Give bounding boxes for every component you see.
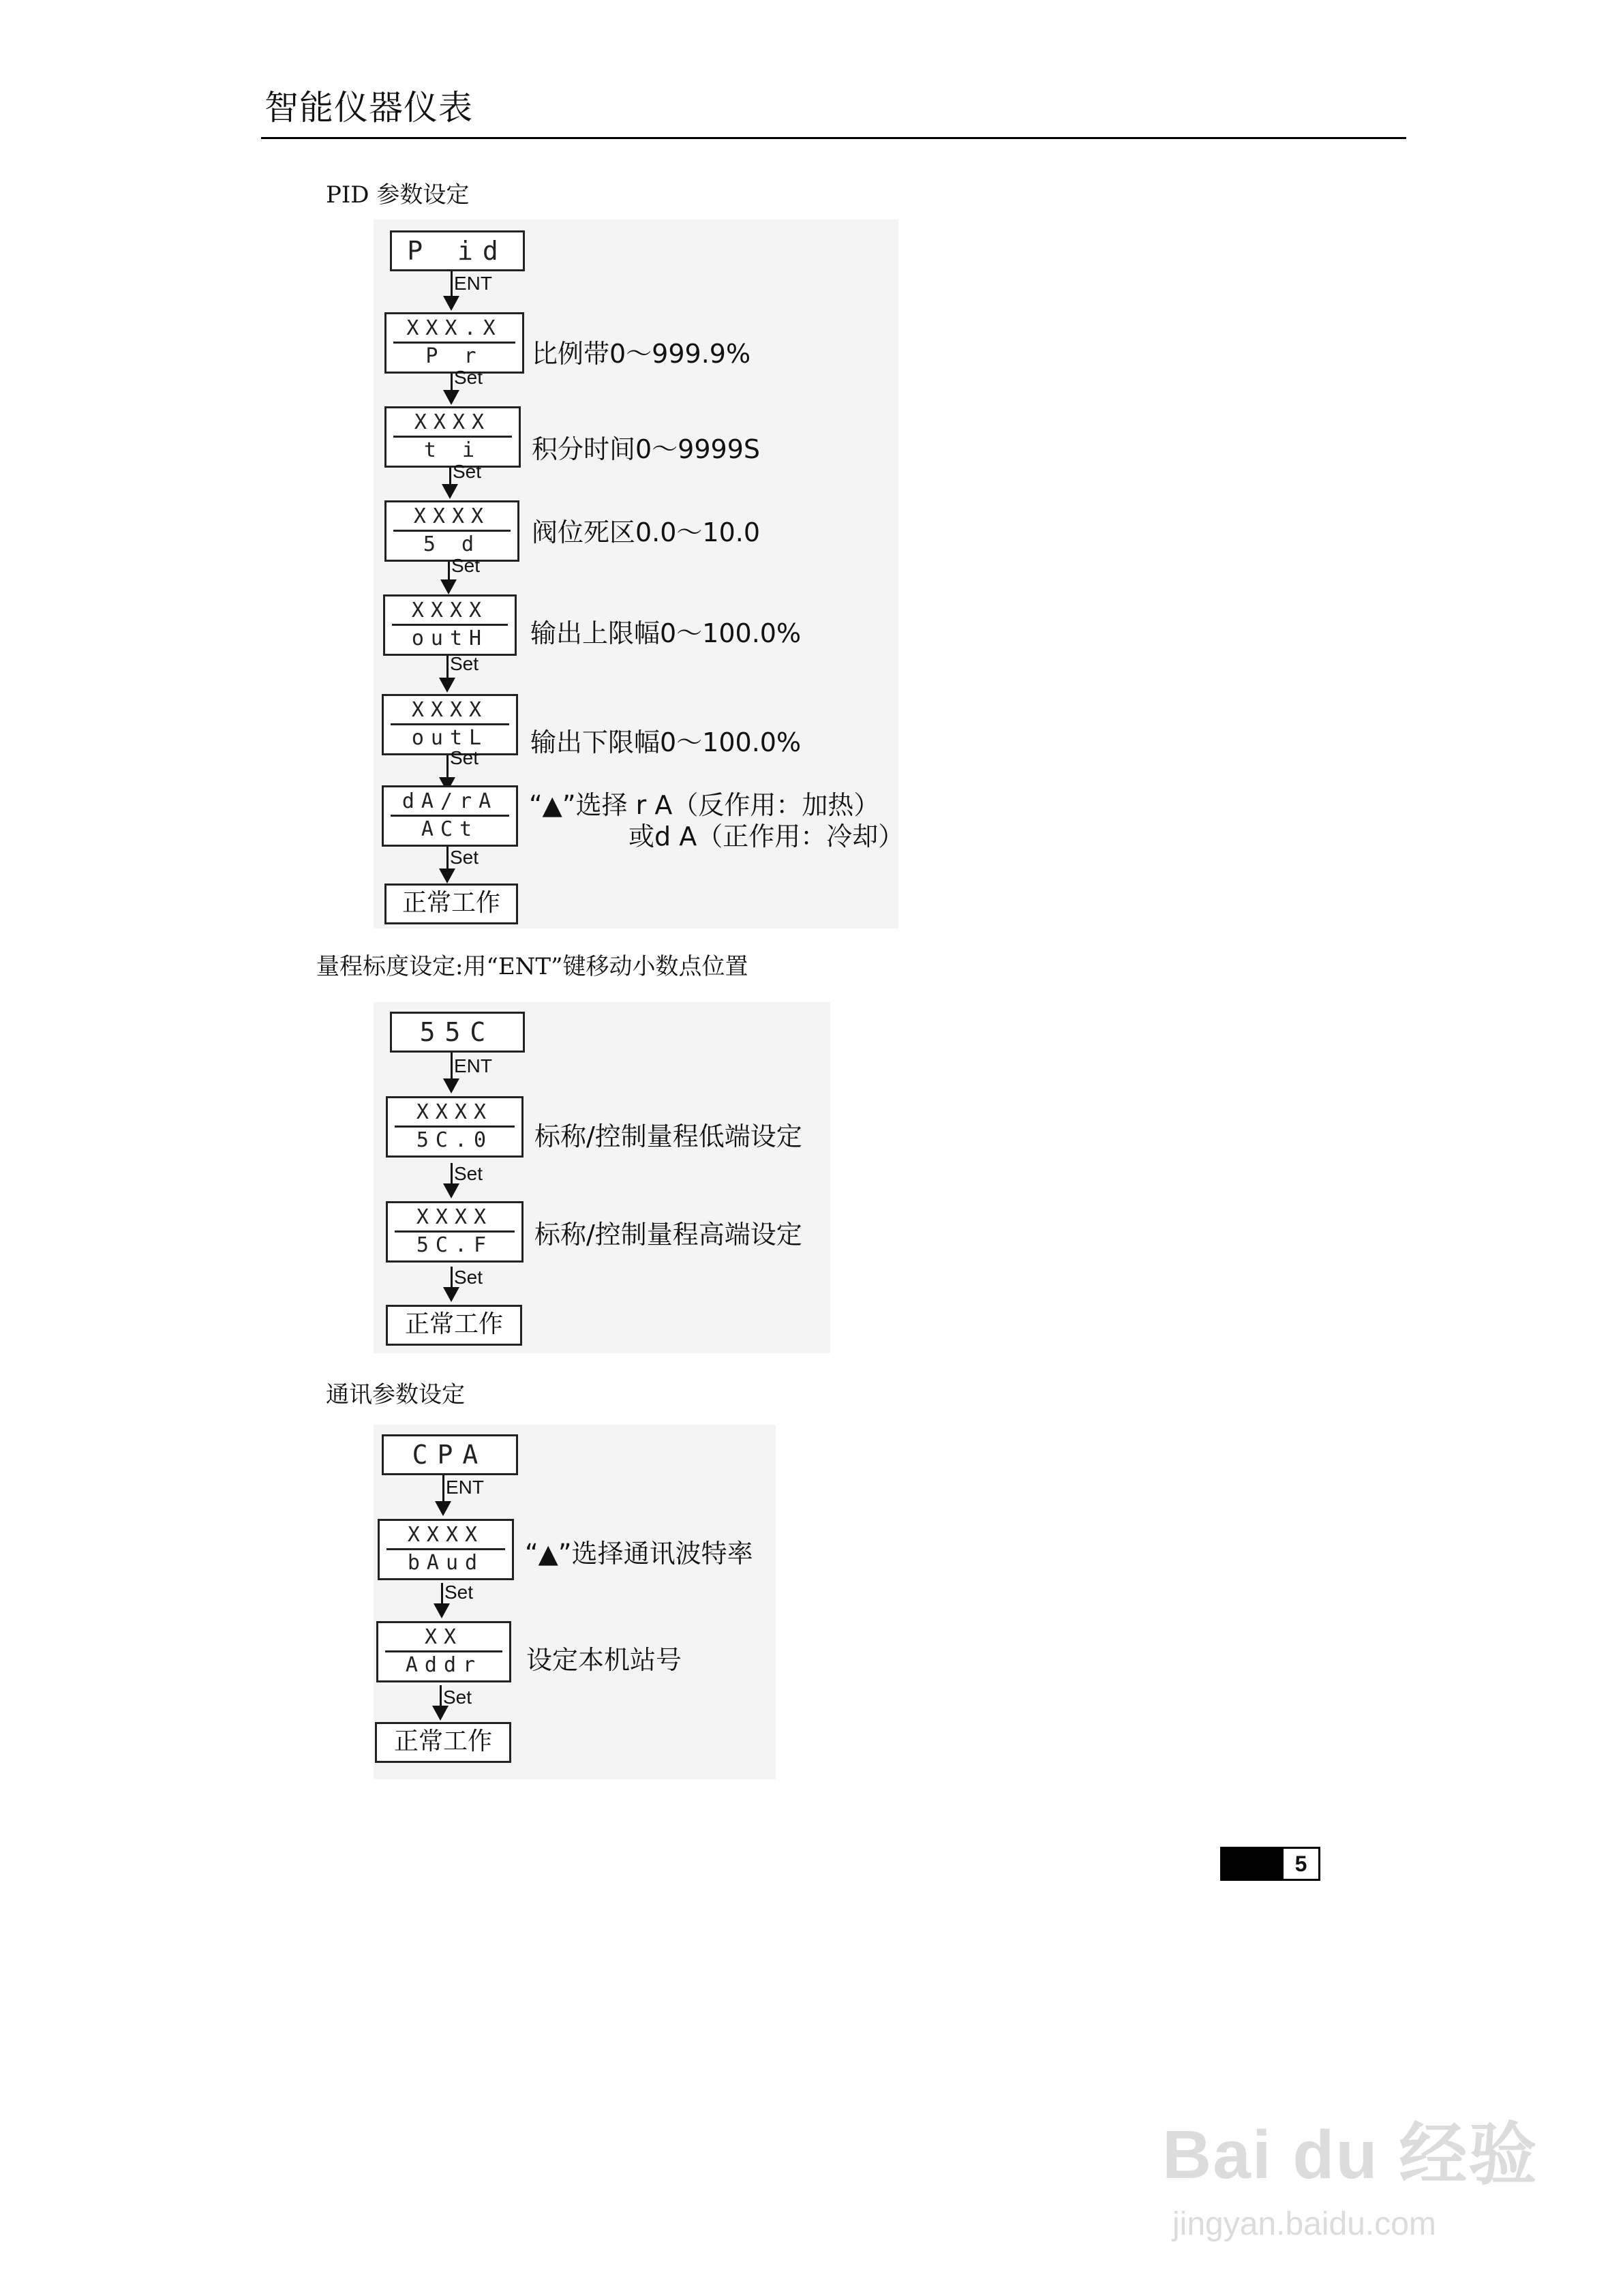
display-divider xyxy=(392,624,508,626)
set-key-label: Set xyxy=(454,1163,483,1184)
pid-pr-description: 比例带0～999.9% xyxy=(532,339,751,369)
flow-arrow xyxy=(442,1475,444,1502)
ssc-normal-operation: 正常工作 xyxy=(386,1305,522,1346)
pid-outl-display xyxy=(382,694,518,755)
page-header-title: 智能仪器仪表 xyxy=(264,88,473,127)
pid-outh-display xyxy=(383,594,517,656)
display-divider xyxy=(393,530,511,532)
arrow-head-icon xyxy=(443,390,459,405)
display-value: XXXX xyxy=(407,1523,485,1547)
flow-arrow xyxy=(446,847,449,870)
header-rule xyxy=(261,137,1406,139)
set-key-label: Set xyxy=(451,555,481,576)
arrow-head-icon xyxy=(440,579,457,594)
ssc-diagram-panel xyxy=(374,1002,830,1353)
display-divider xyxy=(393,436,512,438)
display-value: XX xyxy=(424,1625,464,1649)
arrow-head-icon xyxy=(439,868,455,883)
flow-arrow xyxy=(451,271,453,297)
ent-key-label: ENT xyxy=(454,273,492,294)
ssc-high-display xyxy=(386,1201,524,1263)
arrow-head-icon xyxy=(443,1183,459,1198)
comm-normal-operation: 正常工作 xyxy=(375,1722,511,1763)
display-value: XXXX xyxy=(416,1205,494,1229)
arrow-head-icon xyxy=(443,1078,459,1093)
comm-start-display: CPA xyxy=(382,1434,518,1475)
pid-act-description-line2: 或d A（正作用：冷却） xyxy=(628,821,905,851)
flow-arrow xyxy=(446,656,449,679)
flow-arrow xyxy=(451,1267,453,1288)
display-divider xyxy=(386,1548,505,1550)
set-key-label: Set xyxy=(444,1582,474,1603)
pid-sd-display xyxy=(384,500,519,562)
flow-arrow xyxy=(451,1163,453,1186)
pid-ti-description: 积分时间0～9999S xyxy=(532,434,761,464)
ent-key-label: ENT xyxy=(454,1055,492,1076)
display-param-code: outH xyxy=(411,626,489,650)
display-divider xyxy=(385,1650,502,1652)
set-key-label: Set xyxy=(443,1687,472,1708)
set-key-label: Set xyxy=(450,847,479,868)
comm-baud-display xyxy=(378,1519,514,1580)
set-key-label: Set xyxy=(454,1267,483,1288)
ssc-low-display xyxy=(386,1096,524,1158)
pid-act-description-line1: “▲”选择 r A（反作用：加热） xyxy=(529,790,880,820)
pid-section-title: PID 参数设定 xyxy=(326,181,470,209)
comm-baud-description: “▲”选择通讯波特率 xyxy=(525,1539,753,1569)
page-number: 5 xyxy=(1281,1847,1320,1881)
ssc-start-display: 55C xyxy=(390,1012,525,1053)
set-key-label: Set xyxy=(453,461,482,482)
flow-arrow xyxy=(446,755,449,779)
page-number-bar xyxy=(1220,1847,1281,1881)
flow-arrow xyxy=(440,1685,442,1707)
ssc-section-title: 量程标度设定:用“ENT”键移动小数点位置 xyxy=(316,953,748,980)
ent-key-label: ENT xyxy=(446,1477,484,1498)
comm-addr-description: 设定本机站号 xyxy=(526,1645,682,1675)
pid-outh-description: 输出上限幅0～100.0% xyxy=(530,618,802,648)
comm-addr-display xyxy=(376,1621,511,1682)
display-value: XXXX xyxy=(411,599,489,622)
display-value: dA/rA xyxy=(401,789,498,813)
display-divider xyxy=(391,723,509,725)
set-key-label: Set xyxy=(450,653,479,674)
ssc-low-description: 标称/控制量程低端设定 xyxy=(534,1121,802,1151)
display-param-code: ACt xyxy=(421,817,479,841)
display-param-code: bAud xyxy=(407,1551,485,1575)
pid-normal-operation: 正常工作 xyxy=(384,883,518,924)
display-divider xyxy=(395,1230,515,1233)
display-value: XXX.X xyxy=(406,316,502,340)
pid-act-display xyxy=(382,785,518,847)
display-param-code: P r xyxy=(425,344,483,368)
pid-pr-display xyxy=(384,312,524,374)
arrow-head-icon xyxy=(439,678,455,693)
display-param-code: t i xyxy=(423,438,482,462)
display-value: XXXX xyxy=(411,698,489,722)
pid-sd-description: 阀位死区0.0～10.0 xyxy=(532,517,761,547)
display-param-code: outL xyxy=(411,726,489,750)
display-value: XXXX xyxy=(416,1100,494,1124)
display-divider xyxy=(391,815,509,817)
display-param-code: 5 d xyxy=(423,532,481,556)
display-value: XXXX xyxy=(413,504,491,528)
baidu-watermark-url: jingyan.baidu.com xyxy=(1172,2206,1436,2242)
display-param-code: Addr xyxy=(405,1653,483,1677)
set-key-label: Set xyxy=(450,747,479,768)
display-divider xyxy=(393,342,515,344)
flow-arrow xyxy=(451,1053,453,1080)
display-param-code: 5C.F xyxy=(416,1233,494,1257)
arrow-head-icon xyxy=(434,1603,450,1618)
arrow-head-icon xyxy=(435,1501,451,1516)
pid-ti-display xyxy=(384,406,521,468)
display-value: XXXX xyxy=(414,410,491,434)
pid-outl-description: 输出下限幅0～100.0% xyxy=(530,727,802,757)
arrow-head-icon xyxy=(442,484,458,499)
display-divider xyxy=(395,1126,515,1128)
comm-section-title: 通讯参数设定 xyxy=(326,1381,465,1408)
pid-start-display: P id xyxy=(390,230,525,271)
arrow-head-icon xyxy=(443,1287,459,1302)
baidu-watermark-logo: Bai du 经验 xyxy=(1162,2117,1538,2193)
arrow-head-icon xyxy=(443,296,459,311)
ssc-high-description: 标称/控制量程高端设定 xyxy=(534,1220,802,1250)
flow-arrow xyxy=(441,1583,443,1606)
set-key-label: Set xyxy=(454,367,483,388)
display-param-code: 5C.0 xyxy=(416,1128,494,1152)
